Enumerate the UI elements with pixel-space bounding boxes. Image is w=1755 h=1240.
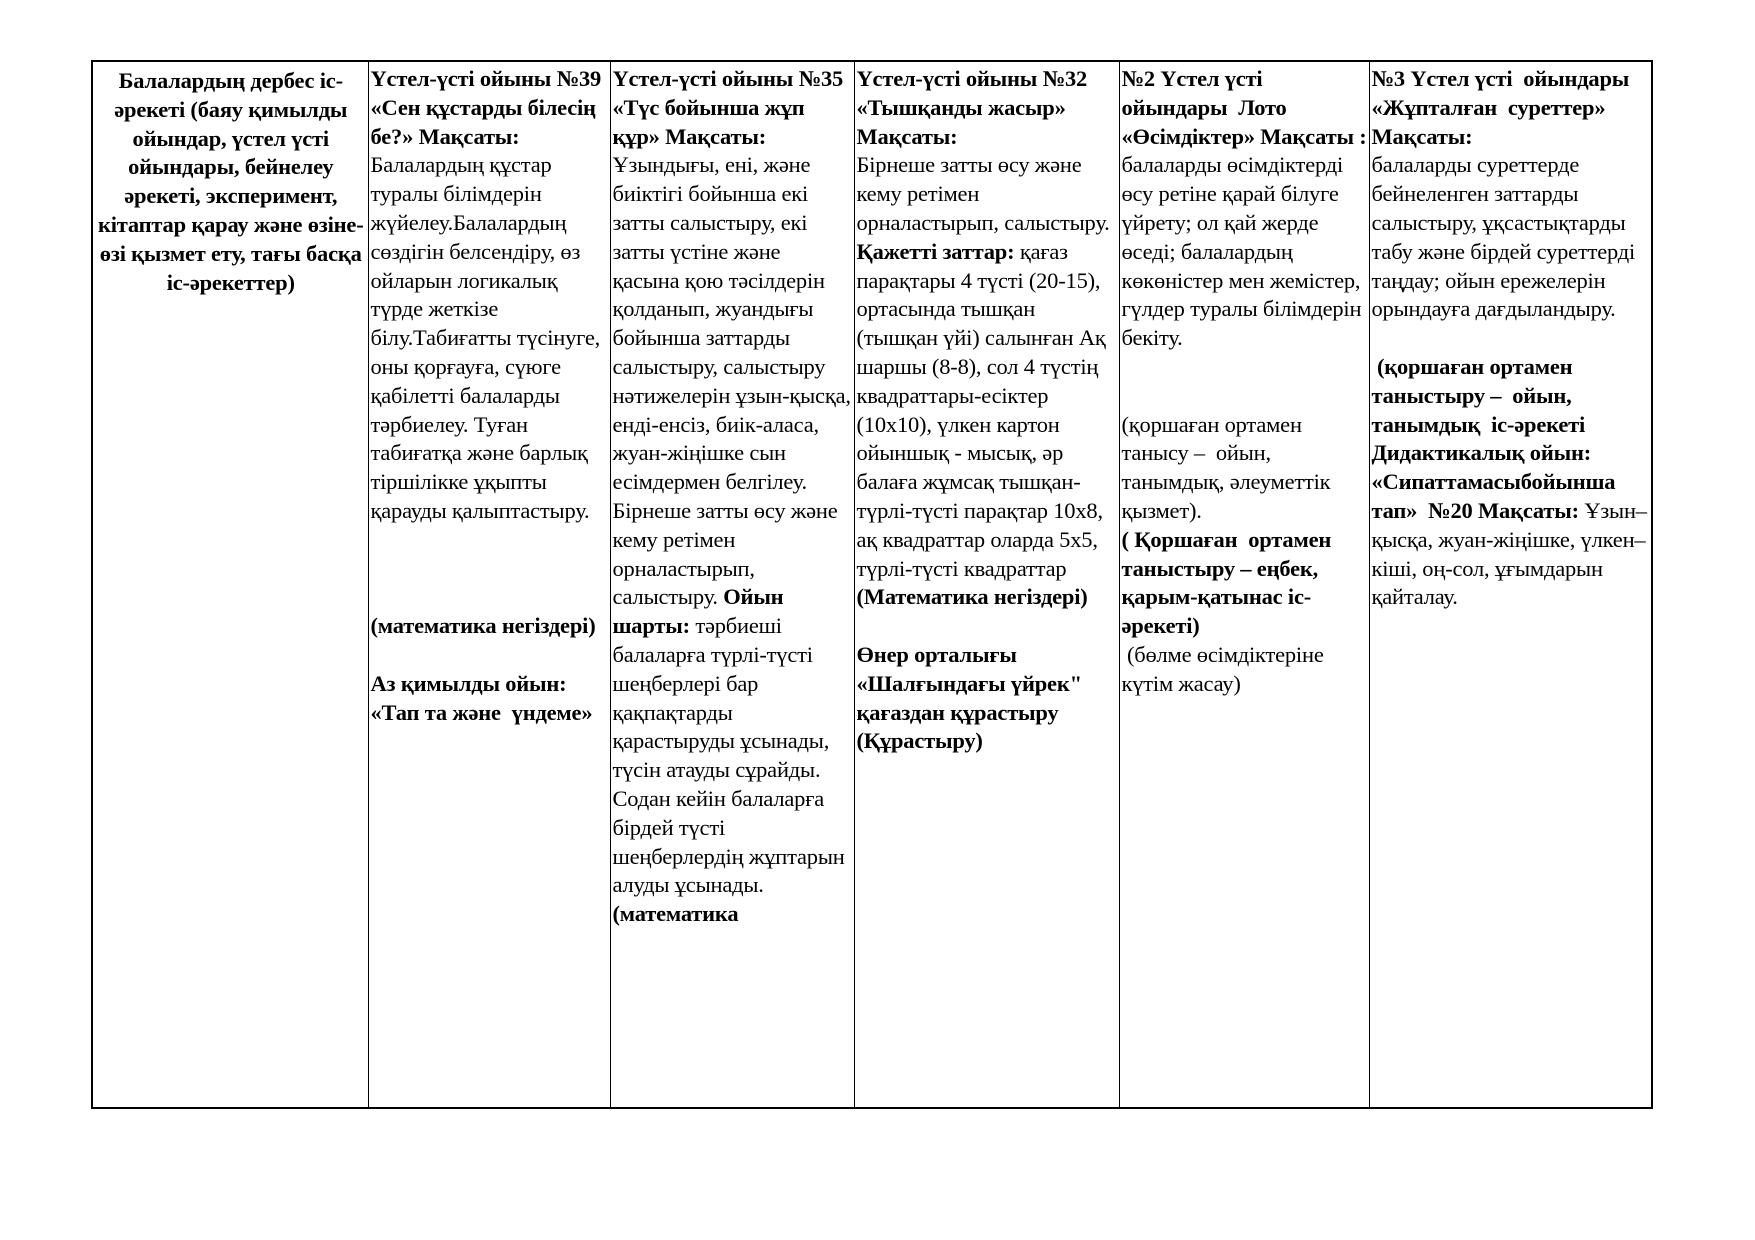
game-35-goal: Ұзындығы, ені, және биіктігі бойынша екі затты салыстыру, екі затты үстіне және қасына қою тәсілдерін қолданып, жуандығы бойынша заттарды салыстыру, салыстыру нәтижелерін ұзын-қысқа, енді-енсіз, биік-аласа, жуан-жіңішке сын есімдермен белгілеу. Бірнеше затты өсу және кему ретімен орналастырып, салыстыру. — [612, 152, 857, 610]
game-3-title: №3 Үстел үсті ойындары «Жұпталған суреттер» Мақсаты: — [1371, 66, 1635, 149]
game-35-cell — [610, 61, 857, 1108]
game-32-materials-label: Қажетті заттар: — [856, 238, 1015, 264]
game-35-rules-label: Ойын шарты: — [612, 584, 789, 639]
game-2-title: №2 Үстел үсті ойындары Лото «Өсімдіктер» Мақсаты : — [1121, 66, 1367, 149]
game-32-cell — [854, 61, 1119, 1108]
game-35-title: Үстел-үсті ойыны №35 «Түс бойынша жұп құр» Мақсаты: — [612, 66, 849, 149]
game-2-cell — [1119, 61, 1369, 1108]
activity-type-cell: Балалардың дербес іс-әрекеті (баяу қимылды ойындар, үстел үсті ойындары, бейнелеу әрекеті, эксперимент, кітаптар қарау және өзіне-өзі қызмет ету, тағы басқа іс-әрекеттер) — [92, 61, 368, 1108]
game-35-rules: тәрбиеші балаларға түрлі-түсті шеңберлері бар қақпақтарды қарастыруды ұсынады, түсін атауды сұрайды. Содан кейін балаларға бірдей түсті шеңберлердің жұптарын алуды ұсынады. — [612, 613, 851, 898]
game-2-subject: (қоршаған ортамен танысу – ойын, танымдық, әлеуметтік қызмет). — [1121, 411, 1336, 523]
plan-table — [91, 60, 1653, 1109]
game-32-title: Үстел-үсті ойыны №32 «Тышқанды жасыр» Мақсаты: — [856, 66, 1093, 149]
plant-care: (бөлме өсімдіктеріне күтім жасау) — [1121, 641, 1330, 696]
game-39-goal: Балалардың құстар туралы білімдерін жүйелеу.Балалардың сөздігін белсендіру, өз ойларын логикалық түрде жеткізе білу.Табиғатты түсінуге, оны қорғауға, сүюге қабілетті балаларды тәрбиелеу. Туған табиғатқа және барлық тіршілікке ұқыпты қарауды қалыптастыру. — [370, 152, 606, 523]
game-32-goal: Бірнеше затты өсу және кему ретімен орналастырып, салыстыру. — [856, 152, 1110, 235]
game-32-materials: қағаз парақтары 4 түсті (20-15), ортасында тышқан (тышқан үйі) салынған Ақ шаршы (8-8), сол 4 түстің квадраттары-есіктер (10х10), үлкен картон ойыншық - мысық, әр балаға жұмсақ тышқан-түрлі-түсті парақтар 10х8, ақ квадраттар оларда 5х5, түрлі-түсті квадраттар — [856, 238, 1112, 581]
game-39-title: Үстел-үсті ойыны №39 «Сен құстарды білесің бе?» Мақсаты: — [370, 66, 607, 149]
environment-activity: ( Қоршаған ортамен таныстыру – еңбек, қарым-қатынас іс-әрекеті) — [1121, 526, 1337, 639]
game-32-subject: (Математика негіздері) — [856, 584, 1088, 610]
game-39-extra: Аз қимылды ойын: «Тап та және үндеме» — [370, 670, 593, 725]
game-35-subject: (математика — [612, 901, 739, 927]
game-3-goal: балаларды суреттерде бейнеленген заттарды салыстыру, ұқсастықтарды табу және бірдей суреттерді таңдау; ойын ережелерін орындауға дағдыландыру. — [1371, 152, 1641, 322]
game-39-subject: (математика негіздері) — [370, 613, 596, 639]
game-3-cell — [1369, 61, 1652, 1108]
didactic-game-goal: Ұзын–қысқа, жуан-жіңішке, үлкен–кіші, оң-сол, ұғымдарын қайталау. — [1371, 497, 1647, 610]
art-center-activity: Өнер орталығы «Шалғындағы үйрек" қағаздан құрастыру (Құрастыру) — [856, 641, 1088, 754]
didactic-game: (қоршаған ортамен таныстыру – ойын, танымдық іс-әрекеті Дидактикалық ойын: «Сипаттамасыбойынша тап» №20 Мақсаты: — [1371, 353, 1621, 523]
table-row — [92, 61, 1652, 1108]
game-39-cell — [368, 61, 610, 1108]
game-2-goal: балаларды өсімдіктерді өсу ретіне қарай білуге үйрету; ол қай жерде өседі; балалардың көкөністер мен жемістер, гүлдер туралы білімдерін бекіту. — [1121, 152, 1367, 351]
